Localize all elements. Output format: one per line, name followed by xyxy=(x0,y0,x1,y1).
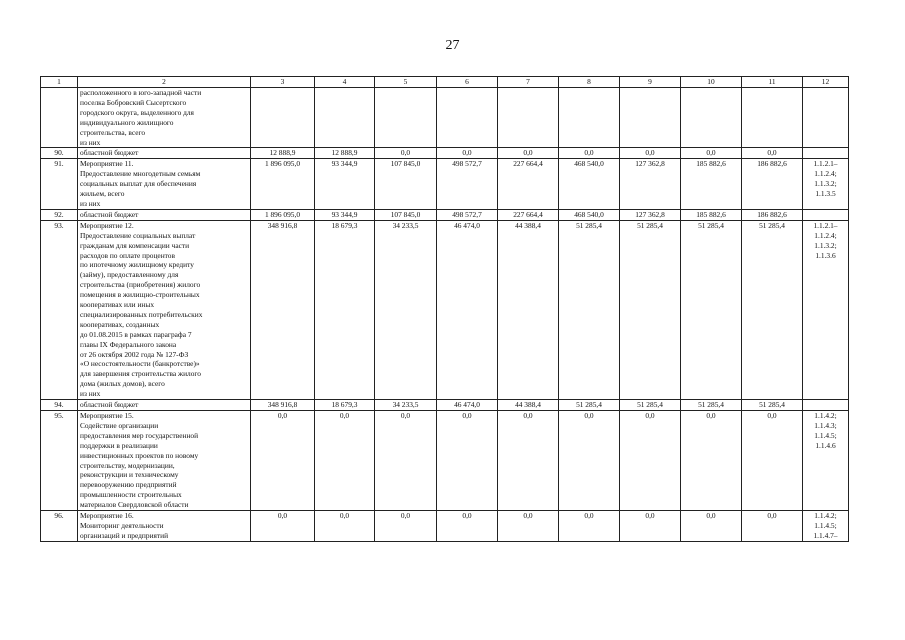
item-name-line: специализированных потребительских xyxy=(80,309,203,319)
target-indicator-line: 1.1.2.4; xyxy=(814,169,837,179)
table-row xyxy=(41,88,849,148)
amount-cell xyxy=(498,88,559,148)
item-name-line: Предоставление социальных выплат xyxy=(80,230,196,240)
row-number-cell: 96. xyxy=(41,511,78,542)
amount-cell xyxy=(742,88,803,148)
table-row xyxy=(41,220,849,399)
item-name-line: дома (жилых домов), всего xyxy=(80,379,165,389)
amount-cell: 1 896 095,0 xyxy=(251,159,315,210)
amount-cell: 0,0 xyxy=(437,511,498,542)
target-indicator-line: 1.1.3.2; xyxy=(814,240,837,250)
amount-cell: 93 344,9 xyxy=(315,159,375,210)
item-name-line: областной бюджет xyxy=(80,209,139,219)
table-row xyxy=(41,511,849,542)
item-name-line: Мероприятие 16. xyxy=(80,511,134,521)
amount-cell: 0,0 xyxy=(681,511,742,542)
item-name-line: главы IX Федерального закона xyxy=(80,339,177,349)
amount-cell: 0,0 xyxy=(315,511,375,542)
item-name-line: социальных выплат для обеспечения xyxy=(80,179,197,189)
amount-cell: 227 664,4 xyxy=(498,209,559,220)
amount-cell: 18 679,3 xyxy=(315,220,375,399)
amount-cell: 0,0 xyxy=(620,411,681,511)
item-name-cell xyxy=(78,88,251,148)
amount-cell: 0,0 xyxy=(742,411,803,511)
item-name-line: инвестиционных проектов по новому xyxy=(80,450,199,460)
amount-cell xyxy=(681,88,742,148)
target-indicators-cell xyxy=(803,511,849,542)
amount-cell: 51 285,4 xyxy=(559,400,620,411)
amount-cell: 51 285,4 xyxy=(681,220,742,399)
amount-cell: 0,0 xyxy=(498,411,559,511)
amount-cell: 498 572,7 xyxy=(437,159,498,210)
amount-cell: 107 845,0 xyxy=(375,209,437,220)
item-name-line: из них xyxy=(80,198,101,208)
item-name-line: Содействие организации xyxy=(80,420,159,430)
target-indicator-line: 1.1.4.2; xyxy=(814,511,837,521)
item-name-line: промышленности строительных xyxy=(80,490,182,500)
row-number-cell: 95. xyxy=(41,411,78,511)
target-indicator-line: 1.1.3.6 xyxy=(815,250,836,260)
amount-cell: 0,0 xyxy=(375,148,437,159)
target-indicator-line: 1.1.4.5; xyxy=(814,520,837,530)
table-row xyxy=(41,209,849,220)
item-name-line: поселка Бобровский Сысертского xyxy=(80,97,187,107)
item-name-line: материалов Свердловской области xyxy=(80,500,189,510)
header-cell: 9 xyxy=(620,77,681,88)
item-name-line: поддержки в реализации xyxy=(80,440,158,450)
amount-cell: 348 916,8 xyxy=(251,400,315,411)
item-name-line: строительству, модернизации, xyxy=(80,460,175,470)
target-indicator-line: 1.1.4.7– xyxy=(813,530,838,540)
program-table xyxy=(40,76,849,542)
amount-cell: 18 679,3 xyxy=(315,400,375,411)
item-name-cell xyxy=(78,400,251,411)
amount-cell: 127 362,8 xyxy=(620,159,681,210)
target-indicator-line: 1.1.3.5 xyxy=(815,189,836,199)
item-name-line: Мониторинг деятельности xyxy=(80,520,164,530)
row-number-cell: 94. xyxy=(41,400,78,411)
header-cell: 4 xyxy=(315,77,375,88)
item-name-line: индивидуального жилищного xyxy=(80,117,174,127)
item-name-line: перевооружению предприятий xyxy=(80,480,177,490)
amount-cell: 0,0 xyxy=(437,148,498,159)
item-name-line: кооперативах, созданных xyxy=(80,319,160,329)
row-number-cell: 91. xyxy=(41,159,78,210)
amount-cell xyxy=(375,88,437,148)
item-name-line: из них xyxy=(80,137,101,147)
target-indicator-line: 1.1.4.3; xyxy=(814,420,837,430)
row-number-cell: 92. xyxy=(41,209,78,220)
amount-cell: 51 285,4 xyxy=(742,400,803,411)
item-name-line: гражданам для компенсации части xyxy=(80,240,190,250)
header-cell: 2 xyxy=(78,77,251,88)
amount-cell: 51 285,4 xyxy=(559,220,620,399)
target-indicator-line: 1.1.4.6 xyxy=(815,440,836,450)
amount-cell: 0,0 xyxy=(375,411,437,511)
item-name-cell xyxy=(78,209,251,220)
target-indicator-line: 1.1.4.2; xyxy=(814,411,837,420)
amount-cell: 0,0 xyxy=(681,411,742,511)
target-indicator-line: 1.1.2.1– xyxy=(813,159,838,169)
amount-cell: 51 285,4 xyxy=(681,400,742,411)
amount-cell: 51 285,4 xyxy=(742,220,803,399)
amount-cell xyxy=(251,88,315,148)
target-indicators-cell xyxy=(803,400,849,411)
amount-cell: 34 233,5 xyxy=(375,400,437,411)
item-name-line: Предоставление многодетным семьям xyxy=(80,169,201,179)
item-name-line: областной бюджет xyxy=(80,148,139,158)
amount-cell: 93 344,9 xyxy=(315,209,375,220)
item-name-line: предоставления мер государственной xyxy=(80,430,199,440)
target-indicator-line: 1.1.2.1– xyxy=(813,220,838,230)
table-row xyxy=(41,159,849,210)
header-cell: 1 xyxy=(41,77,78,88)
row-number-cell: 90. xyxy=(41,148,78,159)
item-name-line: Мероприятие 12. xyxy=(80,220,134,230)
item-name-line: Мероприятие 11. xyxy=(80,159,134,169)
amount-cell: 12 888,9 xyxy=(315,148,375,159)
item-name-line: строительства (приобретения) жилого xyxy=(80,280,201,290)
item-name-line: Мероприятие 15. xyxy=(80,411,134,420)
item-name-line: расположенного в юго-западной части xyxy=(80,88,202,97)
header-cell: 3 xyxy=(251,77,315,88)
page-number: 27 xyxy=(445,38,460,53)
item-name-line: до 01.08.2015 в рамках параграфа 7 xyxy=(80,329,192,339)
amount-cell: 227 664,4 xyxy=(498,159,559,210)
item-name-line: областной бюджет xyxy=(80,400,139,410)
header-cell: 6 xyxy=(437,77,498,88)
item-name-line: по ипотечному жилищному кредиту xyxy=(80,260,194,270)
amount-cell: 0,0 xyxy=(251,411,315,511)
amount-cell: 0,0 xyxy=(620,511,681,542)
table-row xyxy=(41,400,849,411)
item-name-line: строительства, всего xyxy=(80,127,146,137)
target-indicators-cell xyxy=(803,411,849,511)
amount-cell: 34 233,5 xyxy=(375,220,437,399)
amount-cell: 44 388,4 xyxy=(498,400,559,411)
item-name-cell xyxy=(78,511,251,542)
item-name-cell xyxy=(78,148,251,159)
item-name-line: расходов по оплате процентов xyxy=(80,250,175,260)
target-indicators-cell xyxy=(803,159,849,210)
amount-cell: 0,0 xyxy=(559,511,620,542)
header-cell: 5 xyxy=(375,77,437,88)
amount-cell: 44 388,4 xyxy=(498,220,559,399)
column-number-row xyxy=(41,77,849,88)
amount-cell: 0,0 xyxy=(620,148,681,159)
item-name-line: реконструкции и техническому xyxy=(80,470,179,480)
table-row xyxy=(41,148,849,159)
amount-cell: 468 540,0 xyxy=(559,159,620,210)
amount-cell: 498 572,7 xyxy=(437,209,498,220)
item-name-line: от 26 октября 2002 года № 127-ФЗ xyxy=(80,349,189,359)
amount-cell: 0,0 xyxy=(375,511,437,542)
amount-cell: 46 474,0 xyxy=(437,400,498,411)
item-name-line: помещения в жилищно-строительных xyxy=(80,290,200,300)
amount-cell: 51 285,4 xyxy=(620,220,681,399)
amount-cell: 0,0 xyxy=(559,148,620,159)
header-cell: 12 xyxy=(803,77,849,88)
item-name-line: организаций и предприятий xyxy=(80,530,169,540)
header-cell: 10 xyxy=(681,77,742,88)
item-name-line: (займу), предоставленному для xyxy=(80,270,179,280)
header-cell: 11 xyxy=(742,77,803,88)
row-number-cell xyxy=(41,88,78,148)
amount-cell: 0,0 xyxy=(498,148,559,159)
amount-cell xyxy=(620,88,681,148)
amount-cell: 12 888,9 xyxy=(251,148,315,159)
amount-cell: 0,0 xyxy=(742,511,803,542)
table-row xyxy=(41,411,849,511)
amount-cell: 127 362,8 xyxy=(620,209,681,220)
item-name-cell xyxy=(78,159,251,210)
target-indicators-cell xyxy=(803,220,849,399)
amount-cell: 1 896 095,0 xyxy=(251,209,315,220)
amount-cell: 0,0 xyxy=(559,411,620,511)
item-name-line: «О несостоятельности (банкротстве)» xyxy=(80,359,200,369)
item-name-line: из них xyxy=(80,389,101,399)
amount-cell: 0,0 xyxy=(742,148,803,159)
amount-cell: 186 882,6 xyxy=(742,159,803,210)
item-name-cell xyxy=(78,220,251,399)
amount-cell: 0,0 xyxy=(437,411,498,511)
row-number-cell: 93. xyxy=(41,220,78,399)
amount-cell xyxy=(315,88,375,148)
header-cell: 7 xyxy=(498,77,559,88)
amount-cell: 0,0 xyxy=(315,411,375,511)
item-name-cell xyxy=(78,411,251,511)
amount-cell: 186 882,6 xyxy=(742,209,803,220)
item-name-line: городского округа, выделенного для xyxy=(80,107,194,117)
item-name-line: для завершения строительства жилого xyxy=(80,369,201,379)
target-indicator-line: 1.1.4.5; xyxy=(814,430,837,440)
item-name-line: кооперативах или иных xyxy=(80,300,155,310)
target-indicators-cell xyxy=(803,148,849,159)
amount-cell xyxy=(559,88,620,148)
amount-cell: 51 285,4 xyxy=(620,400,681,411)
table-body xyxy=(41,88,849,542)
amount-cell: 46 474,0 xyxy=(437,220,498,399)
target-indicator-line: 1.1.3.2; xyxy=(814,179,837,189)
amount-cell: 348 916,8 xyxy=(251,220,315,399)
amount-cell: 468 540,0 xyxy=(559,209,620,220)
header-cell: 8 xyxy=(559,77,620,88)
amount-cell xyxy=(437,88,498,148)
target-indicators-cell xyxy=(803,209,849,220)
target-indicator-line: 1.1.2.4; xyxy=(814,230,837,240)
amount-cell: 0,0 xyxy=(681,148,742,159)
target-indicators-cell xyxy=(803,88,849,148)
amount-cell: 0,0 xyxy=(251,511,315,542)
amount-cell: 0,0 xyxy=(498,511,559,542)
amount-cell: 185 882,6 xyxy=(681,159,742,210)
item-name-line: жильем, всего xyxy=(80,189,125,199)
amount-cell: 107 845,0 xyxy=(375,159,437,210)
amount-cell: 185 882,6 xyxy=(681,209,742,220)
